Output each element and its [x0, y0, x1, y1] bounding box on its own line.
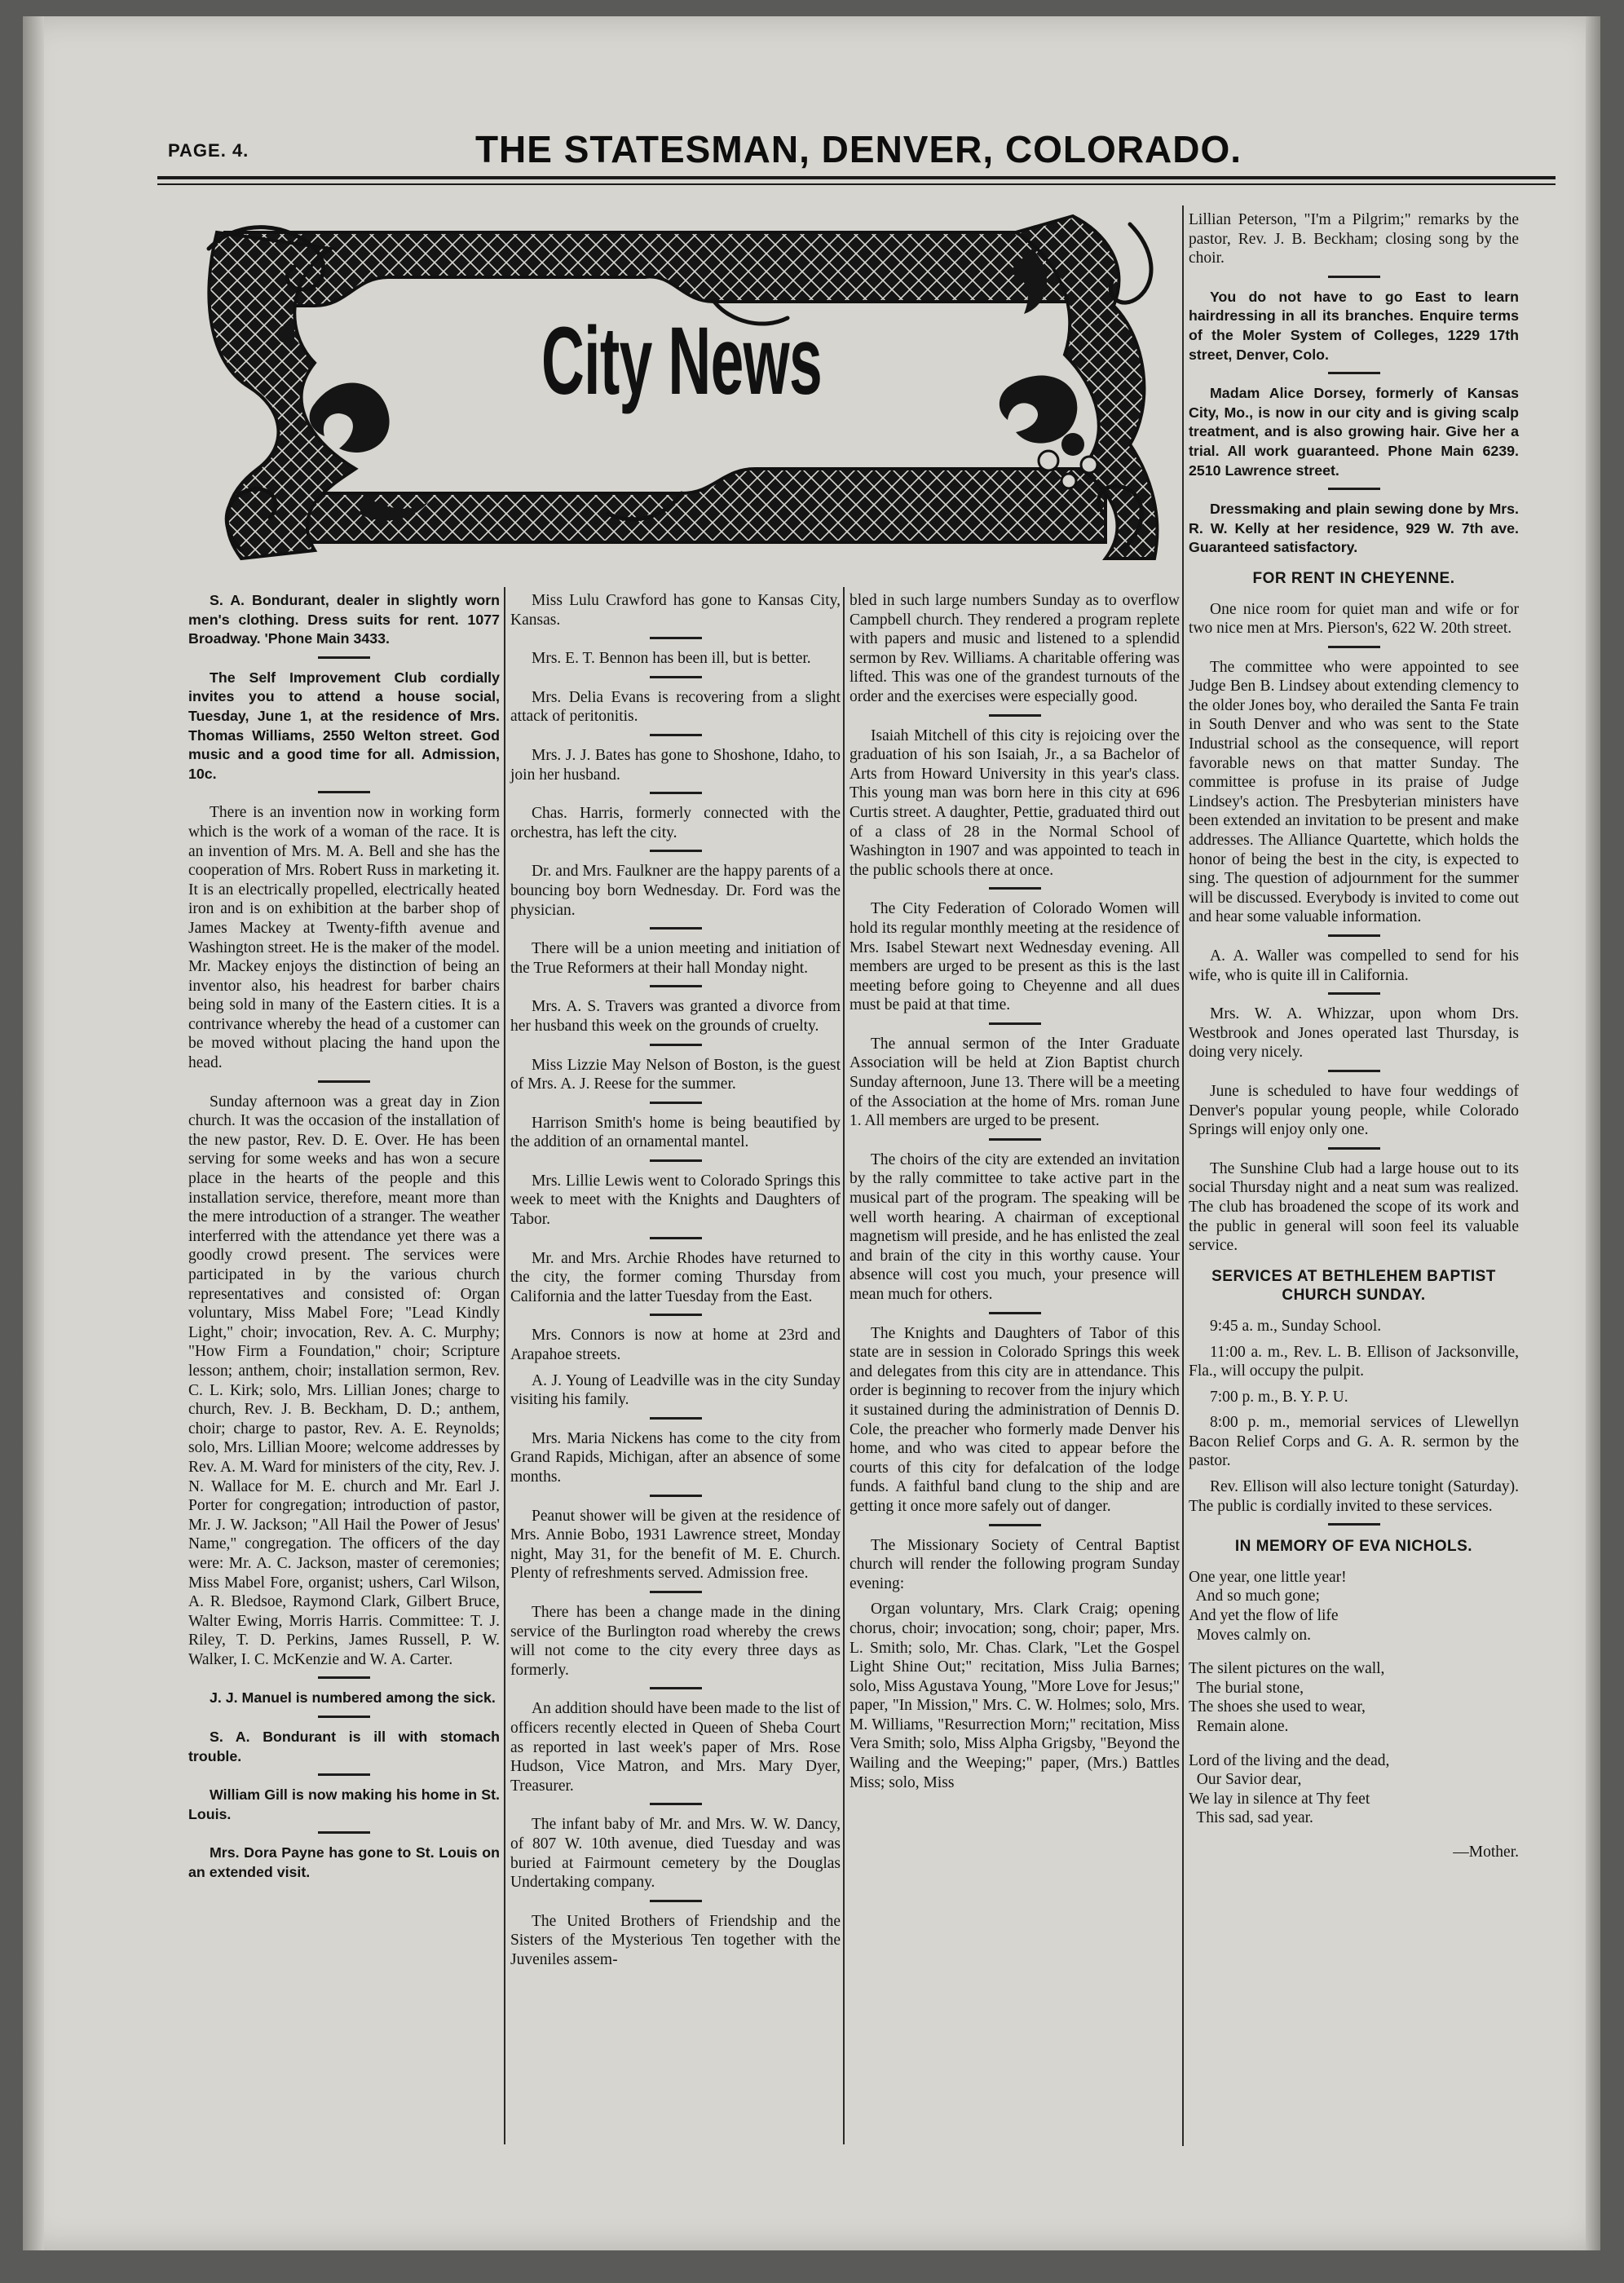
- poem-line: Our Savior dear,: [1189, 1771, 1302, 1789]
- article: The committee who were appointed to see Judge Ben B. Lindsey about extending clemency to the older Jones boy, who derailed the Santa Fe train in South Denver and who was sent to the State Industrial school as the consequence, will report favorable news on that matter Sunday. The committee is profuse in its praise of Judge Lindsey's action. The Presbyterian ministers have been extended an invitation to be present and make addresses. The Alliance Quartette, which holds the honor of being the best in the city, is expected to sing. The question of adjournment for the summer will be discussed. Everybody is invited to come out and hear some valuable information.: [1189, 658, 1519, 926]
- article: J. J. Manuel is numbered among the sick.: [210, 1689, 496, 1707]
- poem-line: This sad, sad year.: [1189, 1809, 1313, 1827]
- article: bled in such large numbers Sunday as to overflow Campbell church. They rendered a program replete with papers and music and listened to a splendid sermon by Rev. Williams. A charitable offering was lifted. This was one of the grandest turnouts of the order and the exercises were especially good.: [850, 592, 1180, 705]
- article-separator: [650, 1237, 702, 1239]
- page-scan-edge: [1586, 16, 1600, 2250]
- advertisement: Madam Alice Dorsey, formerly of Kansas City, Mo., is now in our city and is giving scalp treatment, and is also growing hair. Give her a trial. All work guaranteed. Phone Main 6239. 2510 Lawrence street.: [1189, 385, 1519, 479]
- column-rule: [843, 587, 845, 2144]
- article-separator: [1328, 992, 1380, 995]
- article: The City Federation of Colorado Women will hold its regular monthly meeting at the residence of Mrs. Isabel Stewart next Wednesday evening. All members are urged to be present as this is the last meeting before going to Cheyenne and all dues must be paid at that time.: [850, 900, 1180, 1014]
- header-rule-thin: [157, 183, 1556, 185]
- article-separator: [650, 1314, 702, 1316]
- article-separator: [650, 1900, 702, 1902]
- article-separator: [650, 1803, 702, 1805]
- article-separator: [650, 1591, 702, 1593]
- article-separator: [989, 1022, 1041, 1025]
- article-separator: [318, 1831, 370, 1834]
- article: A. A. Waller was compelled to send for his wife, who is quite ill in California.: [1189, 947, 1519, 984]
- poem-line: Moves calmly on.: [1189, 1626, 1312, 1644]
- article: Mrs. Lillie Lewis went to Colorado Springs this week to meet with the Knights and Daughters of Tabor.: [510, 1172, 841, 1229]
- article: Miss Lizzie May Nelson of Boston, is the guest of Mrs. A. J. Reese for the summer.: [510, 1056, 841, 1093]
- article: There is an invention now in working form which is the work of a woman of the race. It is an invention of Mrs. M. A. Bell and she has the cooperation of Mrs. Robert Russ in marketing it. It is an electrically propelled, electrically heated iron and is on exhibition at the barber shop of James Mackey at Twenty-fifth avenue and Washington street. He is the maker of the model. Mr. Mackey enjoys the distinction of being an inventor also, his headrest for barber chairs being sold in many of the Eastern cities. It is a contrivance whereby the head of a customer can be moved without placing the hand upon the head.: [188, 804, 500, 1072]
- article-separator: [318, 1716, 370, 1718]
- page-number: PAGE. 4.: [168, 140, 249, 161]
- article-separator: [650, 1417, 702, 1420]
- article: Mr. and Mrs. Archie Rhodes have returned to the city, the former coming Thursday from California and the latter Tuesday from the East.: [510, 1249, 841, 1305]
- article: Peanut shower will be given at the residence of Mrs. Annie Bobo, 1931 Lawrence street, Monday night, May 31, for the benefit of M. E. Church. Plenty of refreshments served. Admission free.: [510, 1507, 841, 1583]
- article: A. J. Young of Leadville was in the city Sunday visiting his family.: [510, 1371, 841, 1409]
- article-separator: [650, 637, 702, 639]
- article-separator: [650, 1687, 702, 1689]
- service-item: Rev. Ellison will also lecture tonight (Saturday). The public is cordially invited to these services.: [1189, 1478, 1519, 1515]
- article: S. A. Bondurant, dealer in slightly worn men's clothing. Dress suits for rent. 1077 Broadway. 'Phone Main 3433.: [188, 592, 500, 647]
- article: Mrs. Delia Evans is recovering from a slight attack of peritonitis.: [510, 688, 841, 726]
- article: The United Brothers of Friendship and the Sisters of the Mysterious Ten together with the Juveniles assem-: [510, 1912, 841, 1968]
- article: William Gill is now making his home in St. Louis.: [188, 1786, 500, 1822]
- article: Harrison Smith's home is being beautified by the addition of an ornamental mantel.: [510, 1114, 841, 1151]
- newspaper-page: [23, 16, 1600, 2250]
- article: Chas. Harris, formerly connected with the orchestra, has left the city.: [510, 805, 841, 841]
- banner-title: City News: [541, 307, 823, 415]
- article-separator: [650, 927, 702, 930]
- article: Miss Lulu Crawford has gone to Kansas City, Kansas.: [510, 592, 841, 629]
- article: S. A. Bondurant is ill with stomach trouble.: [188, 1729, 500, 1764]
- article-separator: [1328, 1147, 1380, 1150]
- service-item: 11:00 a. m., Rev. L. B. Ellison of Jacksonville, Fla., will occupy the pulpit.: [1189, 1343, 1519, 1380]
- article-separator: [650, 1159, 702, 1162]
- poem-line: The burial stone,: [1189, 1679, 1304, 1697]
- poem-line: Remain alone.: [1189, 1718, 1289, 1735]
- poem-line: We lay in silence at Thy feet: [1189, 1790, 1370, 1808]
- advertisement: You do not have to go East to learn hairdressing in all its branches. Enquire terms of the Moler System of Colleges, 1229 17th street, Denver, Colo.: [1189, 288, 1519, 363]
- poem-line: And yet the flow of life: [1189, 1607, 1339, 1625]
- article: Mrs. E. T. Bennon has been ill, but is better.: [532, 650, 811, 668]
- section-heading: SERVICES AT BETHLEHEM BAPTIST CHURCH SUNDAY.: [1211, 1267, 1496, 1305]
- masthead: THE STATESMAN, DENVER, COLORADO.: [474, 128, 1242, 170]
- service-item: 8:00 p. m., memorial services of Llewellyn Bacon Relief Corps and G. A. R. sermon by the pastor.: [1189, 1414, 1519, 1470]
- article-separator: [1328, 372, 1380, 374]
- article-separator: [1328, 934, 1380, 937]
- poem-line: And so much gone;: [1189, 1588, 1320, 1605]
- article: There will be a union meeting and initiation of the True Reformers at their hall Monday night.: [510, 940, 841, 977]
- article-separator: [650, 734, 702, 736]
- article: Mrs. Dora Payne has gone to St. Louis on an extended visit.: [188, 1844, 500, 1881]
- article-separator: [318, 1080, 370, 1083]
- section-heading: IN MEMORY OF EVA NICHOLS.: [1234, 1538, 1473, 1556]
- article-separator: [989, 1138, 1041, 1141]
- article-separator: [318, 656, 370, 659]
- poem-signature: —Mother.: [1453, 1843, 1519, 1861]
- article: June is scheduled to have four weddings of Denver's popular young people, while Colorado Springs will enjoy only one.: [1189, 1082, 1519, 1139]
- article: Organ voluntary, Mrs. Clark Craig; opening chorus, choir; invocation; song, choir; paper, Mrs. L. Smith; solo, Mr. Chas. Clark, "Let the Gospel Light Shine Out;" recitation, Miss Julia Barnes; solo, Miss Agustava Young, "More Love for Jesus;" paper, "In Mission," Mrs. C. W. Holmes; solo, Mrs. M. Williams, "Resurrection Morn;" recitation, Miss Vera Smith; solo, Miss Alpha Grigsby, "Beyond the Wailing and the Weeping;" paper, (Mrs.) Battles Miss; solo, Miss: [850, 1601, 1180, 1791]
- article-separator: [1328, 276, 1380, 278]
- article: Mrs. W. A. Whizzar, upon whom Drs. Westbrook and Jones operated last Thursday, is doing very nicely.: [1189, 1005, 1519, 1062]
- article: Sunday afternoon was a great day in Zion church. It was the occasion of the installation of the new pastor, Rev. D. E. Over. He has been serving for some weeks and has won a secure place in the hearts of the people and this installation service, therefore, meant more than the mere introduction of a stranger. The weather interferred with the attendance yet there was a goodly crowd present. The services were participated in by the various church representatives and consisted of: Organ voluntary, Miss Mabel Fore; "Lead Kindly Light," choir; invocation, Rev. A. C. Murphy; "How Firm a Foundation," choir; Scripture lesson; anthem, choir; installation sermon, Rev. C. L. Kirk; solo, Mrs. Lillian Jones; charge to church, Rev. J. B. Beckham, D. D.; anthem, choir; charge to pastor, Rev. A. E. Reynolds; solo, Mrs. Lillian Moore; welcome addresses by Rev. A. M. Ward for ministers of the city, Rev. J. N. Wallace for M. E. church and Mr. Earl J. Porter for congregation; introduction of pastor, Mr. J. W. Jackson; "All Hail the Power of Jesus' Name," congregation. The officers of the day were: Mr. A. C. Jackson, master of ceremonies; Miss Mabel Fore, organist; ushers, Carl Wilson, A. R. Bledsoe, Raymond Clark, Gilbert Bruce, Walter Ewing, Morris Harris. Committee: T. J. Riley, T. D. Perkins, James Russell, P. W. Walker, I. C. McKenzie and W. A. Carter.: [188, 1093, 500, 1668]
- article-separator: [318, 1773, 370, 1776]
- article: The Self Improvement Club cordially invites you to attend a house social, Tuesday, June 1, at the residence of Mrs. Thomas Williams, 2550 Welton street. God music and a good time for all. Admission, 10c.: [188, 669, 500, 782]
- article: The Knights and Daughters of Tabor of this state are in session in Colorado Springs this week and delegates from this city are in attendance. This order is beginning to recover from the injury which it sustained during the administration of Dennis D. Cole, the preacher who formerly made Denver his home, and who was cited to appear before the courts of this city for defalcation of the lodge funds. A faithful band clung to the ship and are getting it once more safely out of danger.: [850, 1324, 1180, 1515]
- section-heading: FOR RENT IN CHEYENNE.: [1252, 569, 1455, 587]
- poem-line: Lord of the living and the dead,: [1189, 1751, 1390, 1769]
- column-2: [510, 591, 841, 1976]
- article: There has been a change made in the dining service of the Burlington road whereby the crews will not come to the city every three days as formerly.: [510, 1603, 841, 1679]
- article-separator: [989, 1312, 1041, 1314]
- article: An addition should have been made to the list of officers recently elected in Queen of Sheba Court as reported in last week's paper of Mrs. Rose Hudson, Vice Matron, and Mrs. Mary Dyer, Treasurer.: [510, 1700, 841, 1795]
- article: The infant baby of Mr. and Mrs. W. W. Dancy, of 807 W. 10th avenue, died Tuesday and was buried at Fairmount cemetery by the Douglas Undertaking company.: [510, 1816, 841, 1892]
- poem-verse: [1189, 1659, 1519, 1736]
- article: The Sunshine Club had a large house out to its social Thursday night and a neat sum was realized. The club has broadened the scope of its work and the public in general will soon feel its valuable service.: [1189, 1159, 1519, 1255]
- advertisement: Dressmaking and plain sewing done by Mrs. R. W. Kelly at her residence, 929 W. 7th ave. Guaranteed satisfactory.: [1189, 501, 1519, 556]
- article-separator: [1328, 1523, 1380, 1526]
- service-item: 9:45 a. m., Sunday School.: [1210, 1317, 1382, 1335]
- poem-verse: [1189, 1568, 1519, 1645]
- article: Mrs. Connors is now at home at 23rd and Arapahoe streets.: [510, 1327, 841, 1364]
- article-separator: [318, 1676, 370, 1679]
- column-rule: [504, 587, 505, 2144]
- article-separator: [989, 1524, 1041, 1526]
- column-rule: [1182, 205, 1184, 2146]
- header-rule: [157, 176, 1556, 179]
- article-separator: [650, 1044, 702, 1046]
- city-news-banner: [192, 200, 1164, 575]
- column-3: [850, 591, 1180, 1799]
- article-separator: [1328, 1070, 1380, 1072]
- service-item: 7:00 p. m., B. Y. P. U.: [1210, 1388, 1348, 1406]
- article-separator: [650, 985, 702, 987]
- article: One nice room for quiet man and wife or for two nice men at Mrs. Pierson's, 622 W. 20th street.: [1189, 600, 1519, 638]
- article-separator: [650, 850, 702, 852]
- article: Mrs. Maria Nickens has come to the city from Grand Rapids, Michigan, after an absence of some months.: [510, 1429, 841, 1486]
- article-separator: [650, 1102, 702, 1104]
- poem-line: The silent pictures on the wall,: [1189, 1660, 1385, 1678]
- poem-verse: [1189, 1751, 1519, 1828]
- article: The annual sermon of the Inter Graduate Association will be held at Zion Baptist church Sunday afternoon, June 13. There will be a meeting of the Association at the home of Mrs. roman June 1. All members are urged to be present.: [850, 1035, 1180, 1130]
- article-separator: [989, 714, 1041, 717]
- article-separator: [650, 676, 702, 678]
- article-separator: [650, 1495, 702, 1497]
- article-separator: [1328, 488, 1380, 490]
- poem-line: One year, one little year!: [1189, 1568, 1347, 1586]
- article: Mrs. J. J. Bates has gone to Shoshone, Idaho, to join her husband.: [510, 746, 841, 784]
- article: Dr. and Mrs. Faulkner are the happy parents of a bouncing boy born Wednesday. Dr. Ford was the physician.: [510, 863, 841, 919]
- article: The Missionary Society of Central Baptist church will render the following program Sunday evening:: [850, 1536, 1180, 1592]
- poem-line: The shoes she used to wear,: [1189, 1698, 1366, 1716]
- article-separator: [318, 791, 370, 793]
- article-separator: [650, 792, 702, 794]
- article-separator: [1328, 646, 1380, 648]
- article: Isaiah Mitchell of this city is rejoicing over the graduation of his son Isaiah, Jr., a sa Bachelor of Arts from Howard University in this year's class. This young man was born here in this city at 696 Curtis street. A daughter, Pettie, graduated third out of a class of 28 in the Normal School of Washington in 1907 and was appointed to teach in the public schools there at once.: [850, 726, 1180, 879]
- page-binding-edge: [23, 16, 44, 2250]
- article: Mrs. A. S. Travers was granted a divorce from her husband this week on the grounds of cruelty.: [510, 998, 841, 1035]
- column-4: [1189, 210, 1519, 1869]
- article: Lillian Peterson, "I'm a Pilgrim;" remarks by the pastor, Rev. J. B. Beckham; closing song by the choir.: [1189, 211, 1519, 267]
- article: The choirs of the city are extended an invitation by the rally committee to take active part in the musical part of the program. The speaking will be well worth hearing. A chairman of exceptional magnetism will preside, and he has enlisted the zeal and brain of the city in this worthy cause. Your absence will cost you much, your presence will mean much for others.: [850, 1150, 1180, 1303]
- article-separator: [989, 887, 1041, 890]
- column-1: [188, 591, 500, 1889]
